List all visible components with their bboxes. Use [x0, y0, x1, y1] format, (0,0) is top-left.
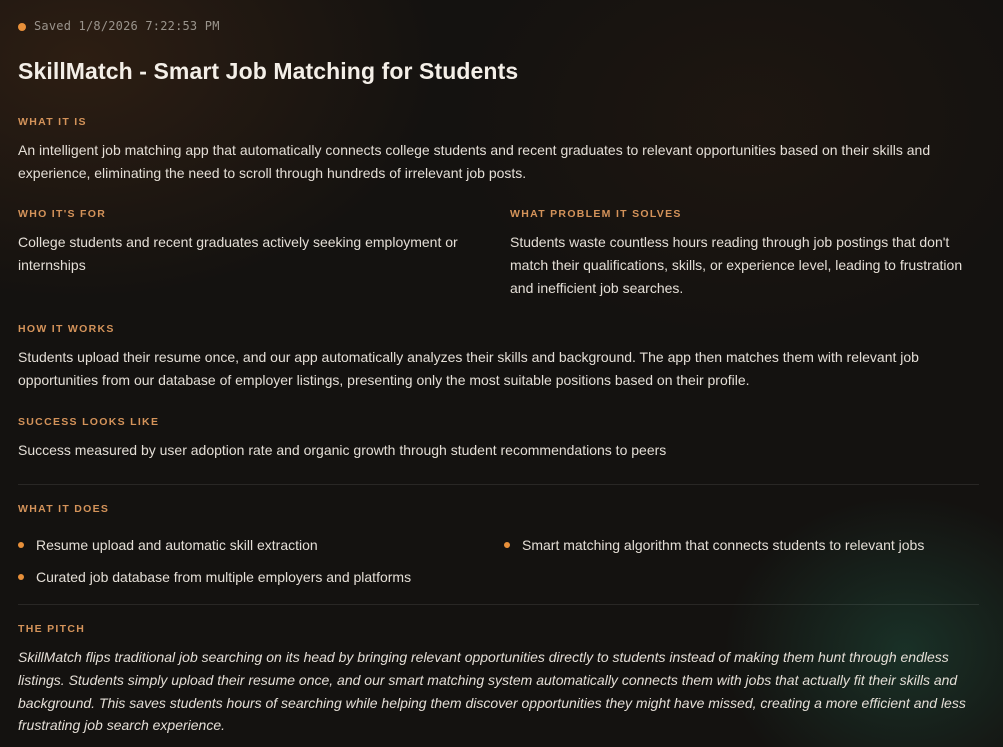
save-status	[18, 18, 220, 34]
bullet-icon	[504, 542, 510, 548]
section-text: Success measured by user adoption rate and organic growth through student recommendations to peers	[18, 442, 667, 458]
section-what-it-is	[18, 116, 979, 185]
section-label: WHAT IT IS	[18, 116, 87, 128]
list-item	[18, 566, 411, 588]
section-text: Students waste countless hours reading through job postings that don't match their qualifications, skills, or experience level, leading to frustration and inefficient job searches.	[510, 234, 963, 296]
section-label: WHO IT'S FOR	[18, 208, 107, 220]
section-success	[18, 416, 979, 462]
section-label: WHAT PROBLEM IT SOLVES	[510, 208, 682, 220]
divider	[18, 484, 979, 485]
page-title: SkillMatch - Smart Job Matching for Students	[18, 58, 519, 84]
bullet-icon	[18, 574, 24, 580]
section-pitch	[18, 623, 979, 737]
divider	[18, 604, 979, 605]
section-label: WHAT IT DOES	[18, 503, 110, 515]
saved-timestamp: Saved 1/8/2026 7:22:53 PM	[34, 19, 220, 33]
bullet-icon	[18, 542, 24, 548]
section-label: THE PITCH	[18, 623, 86, 635]
pitch-text: SkillMatch flips traditional job searching on its head by bringing relevant opportunities directly to students instead of making them hunt through endless listings. Students simply upload their resume once, and our smart matching system automatically connects them with jobs that actually fit their skills and background. This saves students hours of searching while helping them discover opportunities they might have missed, creating a more efficient and less frustrating job search experience.	[18, 649, 966, 734]
section-label: SUCCESS LOOKS LIKE	[18, 416, 160, 428]
section-what-it-does	[18, 503, 979, 596]
feature-list	[18, 526, 979, 596]
section-how-it-works	[18, 323, 979, 392]
list-item	[504, 534, 924, 556]
section-who-its-for	[18, 208, 488, 277]
feature-text: Curated job database from multiple employers and platforms	[36, 569, 412, 585]
section-problem	[510, 208, 965, 300]
section-text: College students and recent graduates actively seeking employment or internships	[18, 234, 458, 273]
section-text: An intelligent job matching app that automatically connects college students and recent graduates to relevant opportunities based on their skills and experience, eliminating the need to scroll through hundreds of irrelevant job posts.	[18, 142, 931, 181]
feature-text: Smart matching algorithm that connects students to relevant jobs	[522, 537, 925, 553]
list-item	[18, 534, 318, 556]
section-text: Students upload their resume once, and our app automatically analyzes their skills and background. The app then matches them with relevant job opportunities from our database of employer listings, presenting only the most suitable positions based on their profile.	[18, 349, 919, 388]
status-dot-icon	[18, 23, 26, 31]
feature-text: Resume upload and automatic skill extraction	[36, 537, 318, 553]
section-label: HOW IT WORKS	[18, 323, 115, 335]
